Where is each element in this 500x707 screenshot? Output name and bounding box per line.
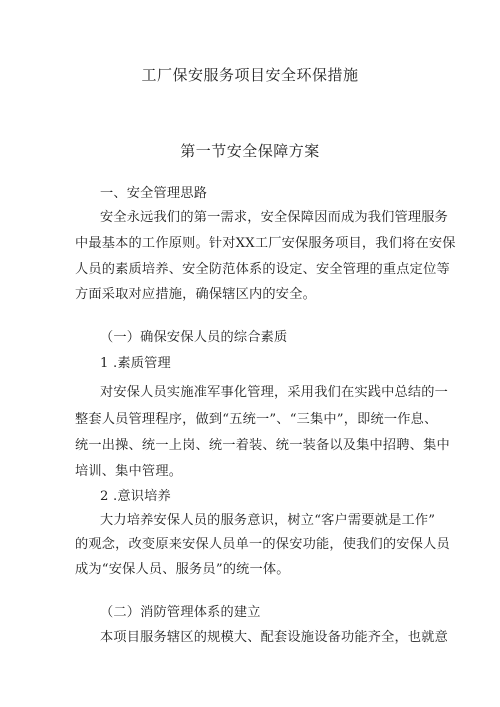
paragraph-line: 统一出操、统一上岗、统一着装、统一装备以及集中招聘、集中 (75, 438, 450, 453)
paragraph-line: 方面采取对应措施，确保辖区内的安全。 (75, 287, 316, 302)
paragraph-line: 成为“安保人员、服务员”的统一体。 (75, 562, 290, 577)
heading-safety-management: 一、安全管理思路 (100, 186, 208, 201)
paragraph-line: 对安保人员实施准军事化管理，采用我们在实践中总结的一 (100, 385, 449, 400)
paragraph-line: 整套人员管理程序，做到“五统一”、“三集中”，即统一作息、 (75, 412, 438, 427)
item-awareness-training: 2 .意识培养 (100, 489, 171, 504)
paragraph-line: 安全永远我们的第一需求，安全保障因而成为我们管理服务 (100, 210, 449, 225)
paragraph-line: 的观念，改变原来安保人员单一的保安功能，使我们的安保人员 (75, 537, 450, 552)
paragraph-line: 大力培养安保人员的服务意识，树立“客户需要就是工作” (100, 513, 436, 528)
subheading-personnel-quality: （一）确保安保人员的综合素质 (100, 330, 288, 345)
item-quality-management: 1 .素质管理 (100, 356, 171, 371)
paragraph-line: 人员的素质培养、安全防范体系的设定、安全管理的重点定位等 (75, 262, 450, 277)
document-title: 工厂保安服务项目安全环保措施 (141, 66, 359, 84)
paragraph-line: 本项目服务辖区的规模大、配套设施设备功能齐全，也就意 (100, 630, 449, 645)
subheading-fire-management: （二）消防管理体系的建立 (100, 605, 261, 620)
paragraph-line: 培训、集中管理。 (75, 464, 183, 479)
section-title: 第一节安全保障方案 (180, 142, 320, 160)
paragraph-line: 中最基本的工作原则。针对XX工厂安保服务项目，我们将在安保 (75, 236, 456, 251)
